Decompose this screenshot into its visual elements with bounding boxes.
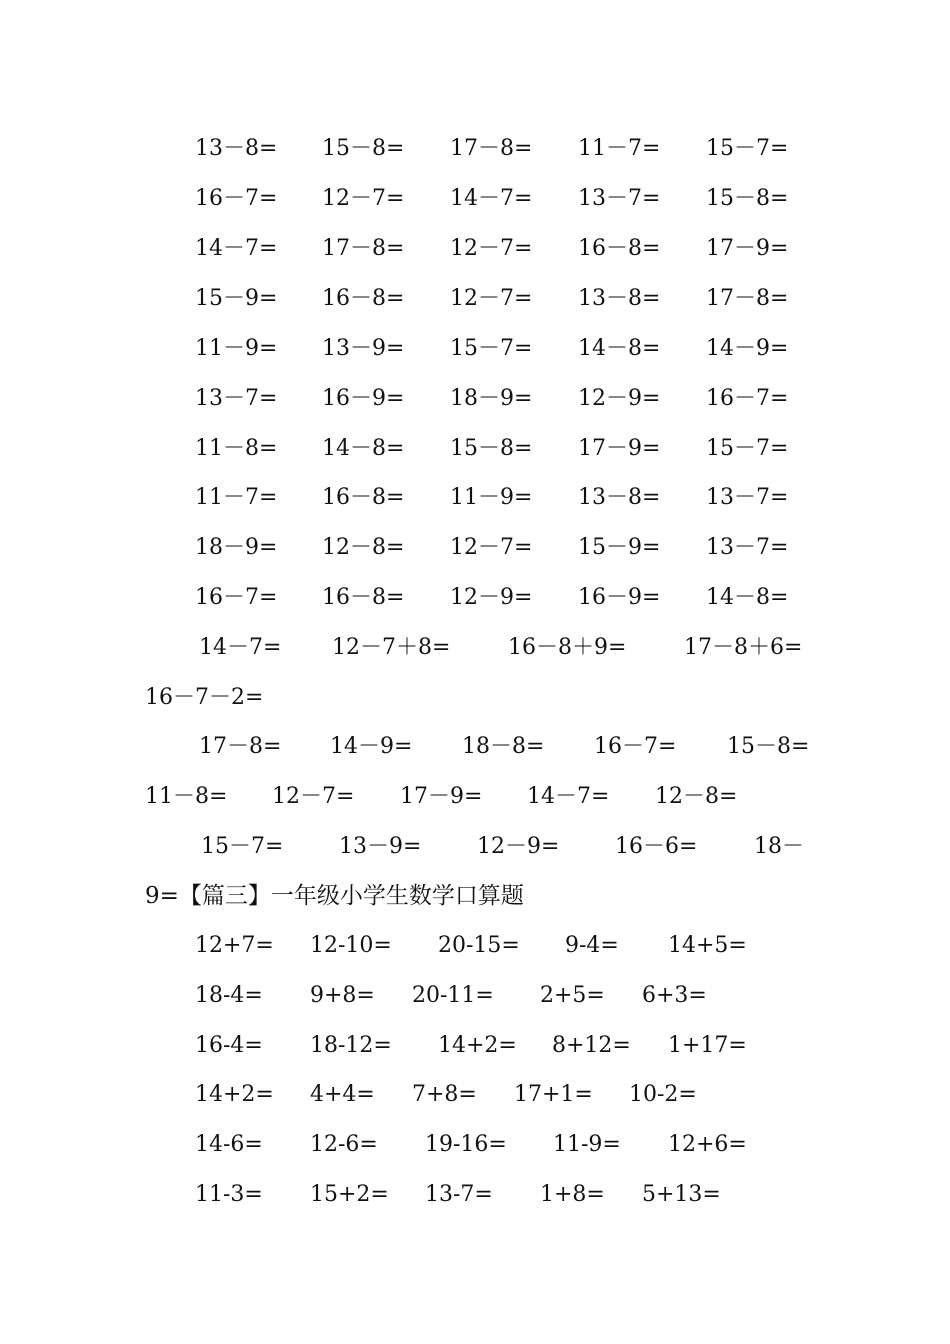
problem: 4+4= [310, 1082, 375, 1107]
problem: 13－7= [706, 485, 789, 510]
problem-row [0, 1080, 950, 1110]
problem-row [0, 1130, 950, 1160]
problem: 5+13= [642, 1182, 721, 1207]
problem: 16－6= [615, 834, 698, 859]
problem: 17－9= [578, 436, 661, 461]
problem-row [0, 533, 950, 563]
problem-row [0, 434, 950, 464]
problem: 20-11= [412, 983, 494, 1008]
problem-row [0, 184, 950, 214]
problem: 14+2= [438, 1033, 517, 1058]
problem: 15+2= [310, 1182, 389, 1207]
problem: 16－8= [322, 286, 405, 311]
problem-row [0, 384, 950, 414]
problem-row [0, 782, 950, 812]
problem-row [0, 1180, 950, 1210]
problem: 14－7= [199, 635, 282, 660]
problem: 13－8= [195, 136, 278, 161]
problem: 9-4= [565, 933, 619, 958]
problem: 11－8= [195, 436, 278, 461]
problem: 14－9= [706, 336, 789, 361]
problem: 8+12= [552, 1033, 631, 1058]
problem: 17－9= [400, 784, 483, 809]
problem: 1+17= [668, 1033, 747, 1058]
problem-row [0, 832, 950, 862]
problem: 18-4= [195, 983, 263, 1008]
problem: 15－9= [195, 286, 278, 311]
problem: 11－9= [195, 336, 278, 361]
problem: 12+7= [195, 933, 274, 958]
problem: 11－8= [145, 784, 228, 809]
problem: 15－7= [706, 136, 789, 161]
section-heading: 9=【篇三】一年级小学生数学口算题 [145, 883, 524, 909]
problem: 9+8= [310, 983, 375, 1008]
problem-row [0, 931, 950, 961]
problem: 15－7= [450, 336, 533, 361]
problem: 14+2= [195, 1082, 274, 1107]
problem-row [0, 334, 950, 364]
problem: 14-6= [195, 1132, 263, 1157]
problem-row [0, 1031, 950, 1061]
problem: 12－8= [322, 535, 405, 560]
problem: 12－9= [477, 834, 560, 859]
problem: 12－7= [272, 784, 355, 809]
problem: 15－7= [706, 436, 789, 461]
problem: 6+3= [642, 983, 707, 1008]
problem: 12－9= [450, 585, 533, 610]
problem: 13－8= [578, 286, 661, 311]
problem-row [0, 134, 950, 164]
problem: 11－7= [195, 485, 278, 510]
problem-row [0, 981, 950, 1011]
problem: 12-6= [310, 1132, 378, 1157]
problem: 13－7= [195, 386, 278, 411]
problem: 20-15= [438, 933, 520, 958]
problem: 15－8= [727, 734, 810, 759]
problem: 17－9= [706, 236, 789, 261]
problem: 12－7= [322, 186, 405, 211]
problem: 15－8= [450, 436, 533, 461]
problem: 11-3= [195, 1182, 263, 1207]
problem: 18-12= [310, 1033, 392, 1058]
problem: 18－9= [195, 535, 278, 560]
problem: 15－9= [578, 535, 661, 560]
problem: 13－9= [322, 336, 405, 361]
problem: 12－7= [450, 286, 533, 311]
problem: 11－9= [450, 485, 533, 510]
problem: 7+8= [412, 1082, 477, 1107]
problem: 13－8= [578, 485, 661, 510]
problem: 18－ [754, 834, 804, 859]
problem-row [0, 483, 950, 513]
problem: 14－8= [706, 585, 789, 610]
problem-row [0, 284, 950, 314]
problem: 2+5= [540, 983, 605, 1008]
problem-row [0, 732, 950, 762]
problem: 16－7= [594, 734, 677, 759]
problem: 1+8= [540, 1182, 605, 1207]
problem: 17－8= [450, 136, 533, 161]
problem: 14+5= [668, 933, 747, 958]
problem: 18－8= [462, 734, 545, 759]
problem-row [0, 234, 950, 264]
problem: 11-9= [553, 1132, 621, 1157]
problem: 16－9= [578, 585, 661, 610]
problem: 16－7= [706, 386, 789, 411]
wrapped-problem: 16－7－2= [145, 685, 264, 710]
problem: 17－8= [322, 236, 405, 261]
problem: 13-7= [425, 1182, 493, 1207]
problem: 13－7= [578, 186, 661, 211]
problem: 14－7= [527, 784, 610, 809]
problem: 17－8= [706, 286, 789, 311]
problem: 15－8= [706, 186, 789, 211]
problem: 16－8＋9= [508, 635, 627, 660]
problem: 19-16= [425, 1132, 507, 1157]
problem: 16－8= [322, 485, 405, 510]
problem: 12－8= [655, 784, 738, 809]
problem: 16－7= [195, 186, 278, 211]
problem: 16－8= [322, 585, 405, 610]
problem: 16-4= [195, 1033, 263, 1058]
problem: 15－8= [322, 136, 405, 161]
problem: 14－7= [195, 236, 278, 261]
problem: 14－8= [578, 336, 661, 361]
problem: 18－9= [450, 386, 533, 411]
problem: 16－8= [578, 236, 661, 261]
mixed-problem-row [0, 633, 950, 663]
problem: 12－7= [450, 535, 533, 560]
problem: 14－8= [322, 436, 405, 461]
problem: 11－7= [578, 136, 661, 161]
problem: 17－8＋6= [684, 635, 803, 660]
problem: 14－7= [450, 186, 533, 211]
problem: 15－7= [201, 834, 284, 859]
problem: 13－9= [339, 834, 422, 859]
problem: 17+1= [514, 1082, 593, 1107]
problem: 14－9= [330, 734, 413, 759]
problem: 16－9= [322, 386, 405, 411]
problem: 12－7＋8= [332, 635, 451, 660]
problem-row [0, 583, 950, 613]
problem: 16－7= [195, 585, 278, 610]
problem: 10-2= [629, 1082, 697, 1107]
problem: 12-10= [310, 933, 392, 958]
problem: 12+6= [668, 1132, 747, 1157]
problem: 12－9= [578, 386, 661, 411]
problem: 13－7= [706, 535, 789, 560]
problem: 17－8= [199, 734, 282, 759]
problem: 12－7= [450, 236, 533, 261]
